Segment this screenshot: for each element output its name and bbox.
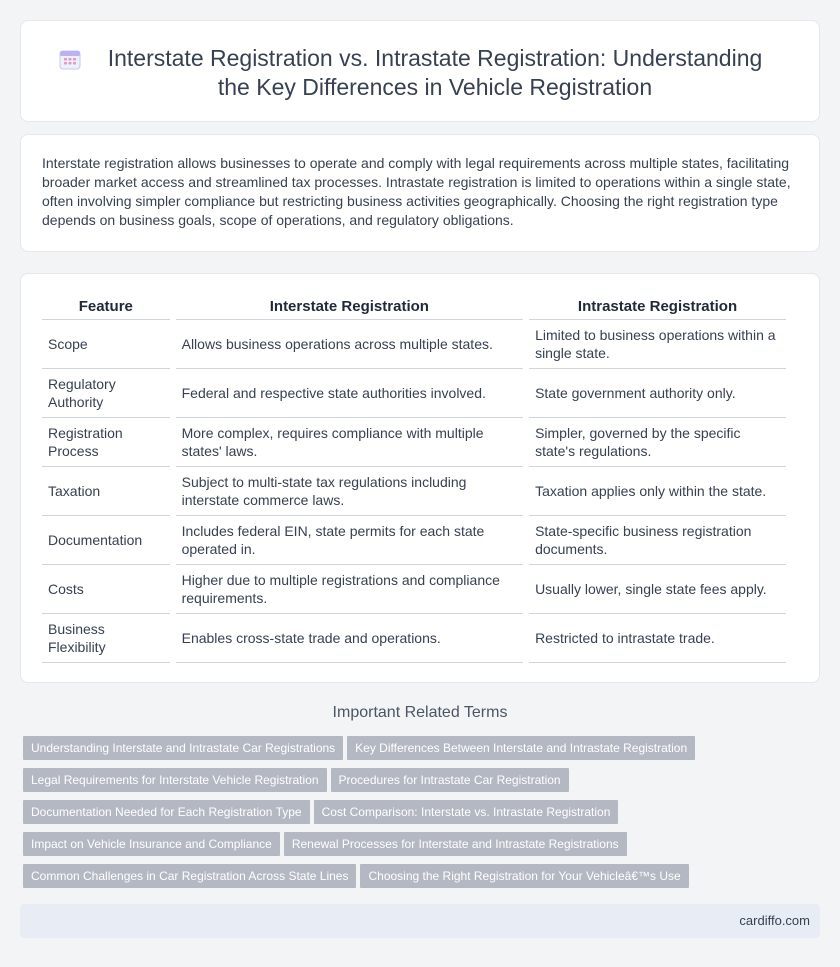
related-term-tag[interactable]: Renewal Processes for Interstate and Intrastate Registrations (284, 832, 627, 856)
related-terms-title: Important Related Terms (332, 704, 508, 721)
calendar-icon (59, 48, 81, 70)
related-term-tag[interactable]: Procedures for Intrastate Car Registration (331, 768, 569, 792)
table-row (42, 516, 786, 565)
related-terms-tags (23, 736, 813, 896)
intrastate-cell: Taxation applies only within the state. (529, 467, 786, 516)
feature-cell: Documentation (42, 516, 170, 565)
intro-paragraph: Interstate registration allows businesses to operate and comply with legal requirements across multiple states, facilitating broader market access and streamlined tax processes. Intrastate registration is limited to operations within a single state, often involving simpler compliance but restricting business activities geographically. Choosing the right registration type depends on business goals, scope of operations, and regulatory obligations. (42, 155, 791, 228)
interstate-cell: Subject to multi-state tax regulations including interstate commerce laws. (176, 467, 523, 516)
comparison-table (36, 296, 792, 663)
related-term-tag[interactable]: Documentation Needed for Each Registration Type (23, 800, 310, 824)
title-wrap (21, 44, 819, 102)
intrastate-cell: Restricted to intrastate trade. (529, 614, 786, 663)
tag-row (23, 864, 813, 896)
intrastate-cell: Usually lower, single state fees apply. (529, 565, 786, 614)
intrastate-cell: Simpler, governed by the specific state's regulations. (529, 418, 786, 467)
header-card (20, 20, 820, 122)
interstate-cell: Allows business operations across multiple states. (176, 320, 523, 369)
tag-row (23, 736, 813, 768)
interstate-cell: More complex, requires compliance with multiple states' laws. (176, 418, 523, 467)
related-term-tag[interactable]: Cost Comparison: Interstate vs. Intrastate Registration (314, 800, 619, 824)
tag-row (23, 832, 813, 864)
intro-card (20, 134, 820, 252)
feature-cell: Business Flexibility (42, 614, 170, 663)
table-row (42, 418, 786, 467)
interstate-cell: Includes federal EIN, state permits for each state operated in. (176, 516, 523, 565)
footer (20, 904, 820, 938)
related-term-tag[interactable]: Legal Requirements for Interstate Vehicle Registration (23, 768, 327, 792)
tag-row (23, 800, 813, 832)
header-feature: Feature (42, 296, 170, 320)
related-term-tag[interactable]: Understanding Interstate and Intrastate Car Registrations (23, 736, 343, 760)
feature-cell: Scope (42, 320, 170, 369)
header-interstate: Interstate Registration (176, 296, 523, 320)
footer-site-link[interactable]: cardiffo.com (739, 913, 810, 928)
interstate-cell: Higher due to multiple registrations and compliance requirements. (176, 565, 523, 614)
intrastate-cell: Limited to business operations within a single state. (529, 320, 786, 369)
tag-row (23, 768, 813, 800)
interstate-cell: Federal and respective state authorities involved. (176, 369, 523, 418)
related-term-tag[interactable]: Impact on Vehicle Insurance and Compliance (23, 832, 280, 856)
interstate-cell: Enables cross-state trade and operations. (176, 614, 523, 663)
related-term-tag[interactable]: Choosing the Right Registration for Your Vehicleâ€™s Use (360, 864, 688, 888)
feature-cell: Costs (42, 565, 170, 614)
feature-cell: Regulatory Authority (42, 369, 170, 418)
feature-cell: Taxation (42, 467, 170, 516)
intrastate-cell: State-specific business registration documents. (529, 516, 786, 565)
table-row (42, 369, 786, 418)
page-title: Interstate Registration vs. Intrastate Registration: Understanding the Key Differences in Vehicle Registration (107, 45, 763, 100)
table-row (42, 614, 786, 663)
comparison-card (20, 273, 820, 683)
table-header-row (42, 296, 786, 320)
table-row (42, 565, 786, 614)
table-row (42, 320, 786, 369)
table-row (42, 467, 786, 516)
feature-cell: Registration Process (42, 418, 170, 467)
related-term-tag[interactable]: Key Differences Between Interstate and Intrastate Registration (347, 736, 695, 760)
related-term-tag[interactable]: Common Challenges in Car Registration Across State Lines (23, 864, 356, 888)
header-intrastate: Intrastate Registration (529, 296, 786, 320)
intrastate-cell: State government authority only. (529, 369, 786, 418)
